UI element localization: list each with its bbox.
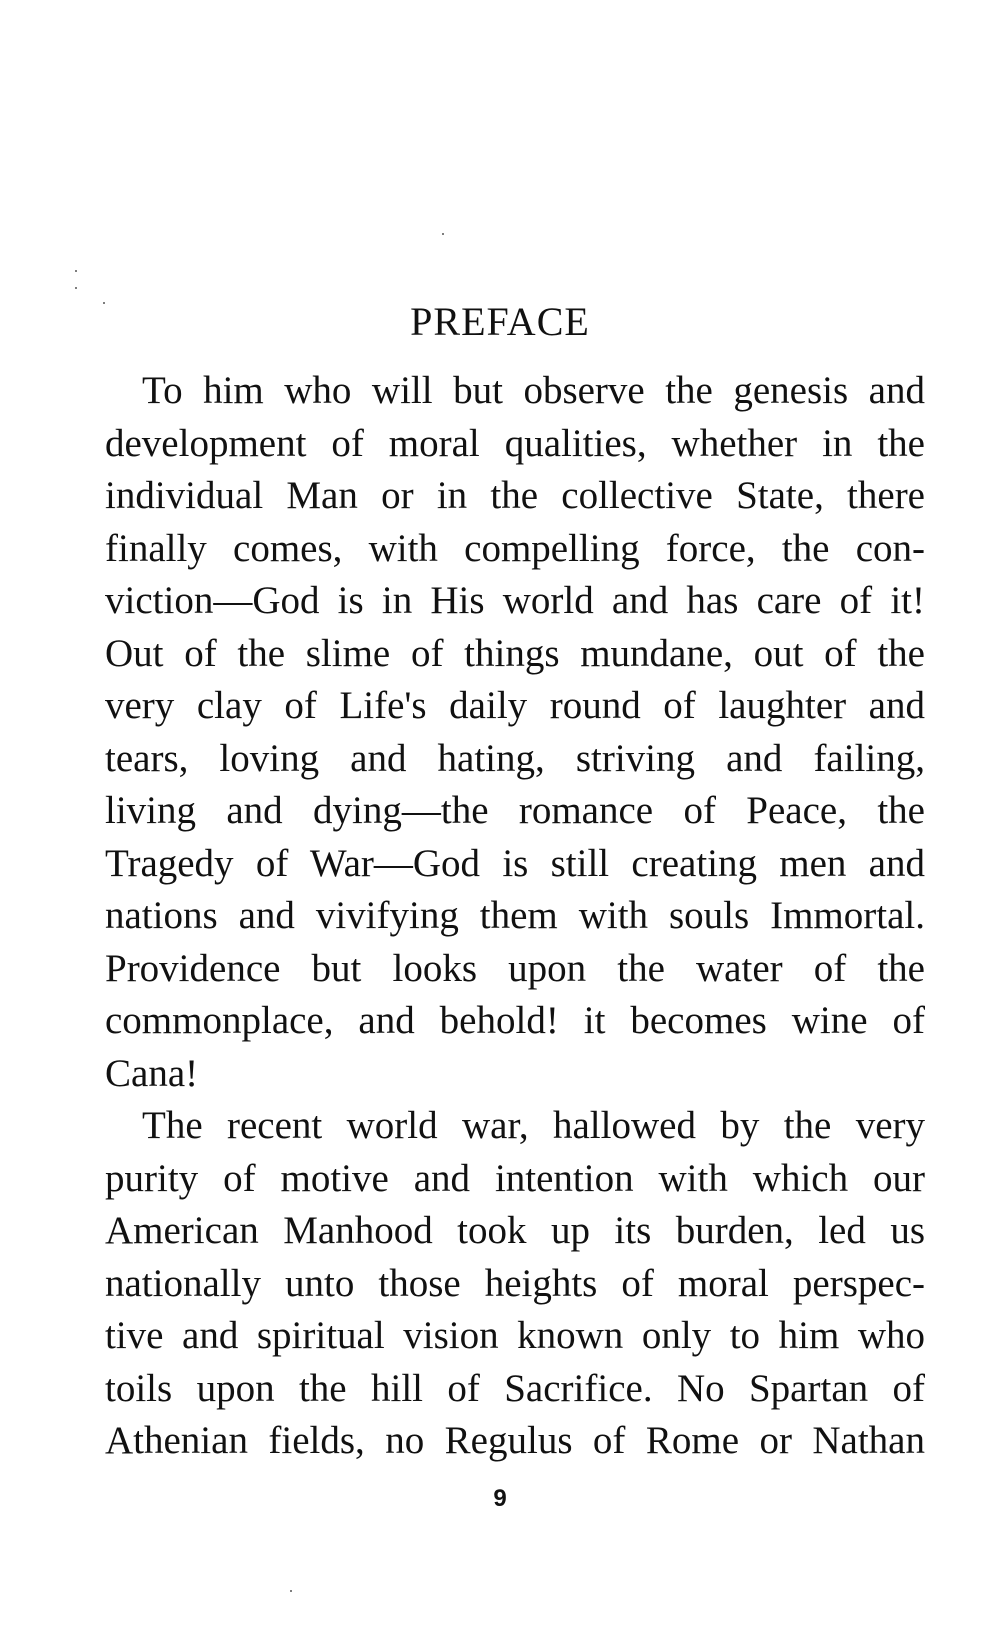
text-line: nationally unto those heights of moral perspec- bbox=[105, 1261, 925, 1305]
text-line: development of moral qualities, whether in the bbox=[105, 421, 925, 465]
text-line: finally comes, with compelling force, the con- bbox=[105, 526, 925, 570]
page-title: PREFACE bbox=[410, 299, 590, 344]
text-line: American Manhood took up its burden, led us bbox=[105, 1209, 925, 1252]
text-line: Out of the slime of things mundane, out of the bbox=[105, 631, 925, 675]
text-line: living and dying—the romance of Peace, the bbox=[105, 789, 925, 832]
text-line: The recent world war, hallowed by the very bbox=[142, 1104, 925, 1147]
text-line: viction—God is in His world and has care of it! bbox=[105, 579, 925, 622]
text-line: nations and vivifying them with souls Immortal. bbox=[105, 894, 925, 937]
text-line: Cana! bbox=[105, 1051, 199, 1095]
scan-speck bbox=[75, 270, 77, 272]
text-line: To him who will but observe the genesis and bbox=[142, 369, 925, 412]
text-line: individual Man or in the collective State, there bbox=[105, 474, 925, 517]
scan-speck bbox=[290, 1590, 292, 1592]
scan-speck bbox=[75, 287, 77, 289]
text-line: Tragedy of War—God is still creating men and bbox=[105, 841, 925, 885]
text-line: Athenian fields, no Regulus of Rome or Nathan bbox=[105, 1419, 925, 1462]
text-line: commonplace, and behold! it becomes wine of bbox=[105, 999, 925, 1042]
page-number: 9 bbox=[493, 1485, 507, 1512]
scan-speck bbox=[103, 302, 105, 304]
scan-speck bbox=[442, 233, 444, 235]
text-line: tive and spiritual vision known only to him who bbox=[105, 1314, 925, 1357]
text-line: Providence but looks upon the water of the bbox=[105, 946, 925, 990]
text-line: tears, loving and hating, striving and failing, bbox=[105, 736, 925, 780]
text-line: very clay of Life's daily round of laughter and bbox=[105, 684, 925, 727]
text-line: toils upon the hill of Sacrifice. No Spartan of bbox=[105, 1366, 925, 1410]
text-line: purity of motive and intention with which our bbox=[105, 1156, 925, 1200]
paragraph-2 bbox=[105, 1100, 925, 1468]
paragraph-1 bbox=[105, 365, 925, 1100]
